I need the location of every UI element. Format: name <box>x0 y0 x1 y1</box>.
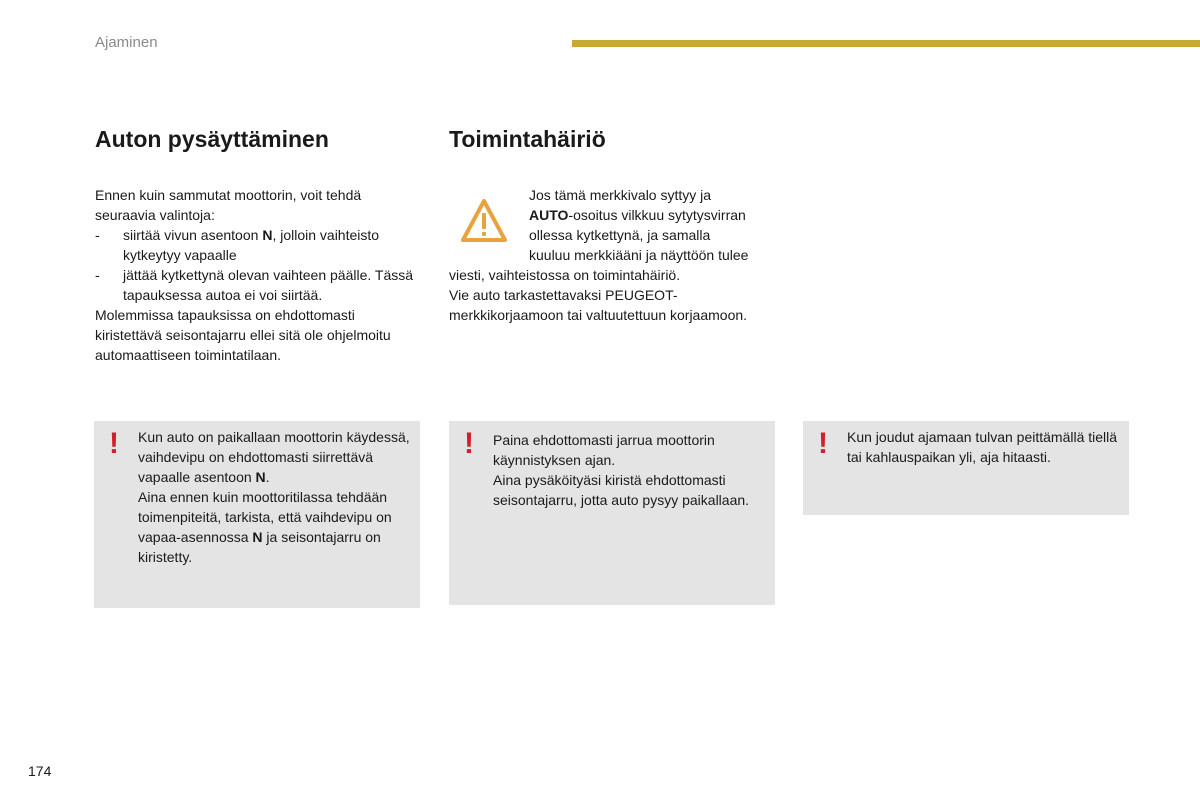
left-heading: Auton pysäyttäminen <box>95 126 329 152</box>
right-heading: Toimintahäiriö <box>449 126 606 152</box>
note-box-3 <box>803 421 1129 515</box>
right-advice: Vie auto tarkastettavaksi PEUGEOT-merkkikorjaamoon tai valtuutettuun korjaamoon. <box>449 287 748 323</box>
list-item <box>95 225 415 265</box>
note-paragraph <box>138 487 410 567</box>
list-item-text: siirtää vivun asentoon <box>123 227 263 243</box>
auto-bold: AUTO <box>529 207 569 223</box>
note-paragraph: Paina ehdottomasti jarrua moottorin käynnistyksen ajan. <box>493 432 715 468</box>
gear-n-bold: N <box>255 469 266 485</box>
left-outro: Molemmissa tapauksissa on ehdottomasti kiristettävä seisontajarru ellei sitä ole ohjelmoitu automaattiseen toimintatilaan. <box>95 307 391 363</box>
note-text: ja seisontajarru on kiristetty. <box>138 529 381 565</box>
warning-line: viesti, vaihteistossa on toimintahäiriö. <box>449 267 681 283</box>
note-paragraph: Aina pysäköityäsi kiristä ehdottomasti seisontajarru, jotta auto pysyy paikallaan. <box>493 472 750 508</box>
section-label: Ajaminen <box>95 34 158 51</box>
list-item <box>95 265 415 305</box>
left-body <box>95 185 415 365</box>
note-paragraph <box>138 427 410 487</box>
note-text: . <box>265 469 270 485</box>
list-dash: - <box>95 227 100 243</box>
page-number: 174 <box>28 763 52 779</box>
note-box-2 <box>449 421 775 605</box>
note-text-2 <box>493 430 765 510</box>
note-text: Aina ennen kuin moottoritilassa tehdään toimenpiteitä, tarkista, että vaihdevipu on vapaa-asennossa <box>138 489 392 545</box>
warning-line: Jos tämä merkkivalo syttyy ja <box>529 187 712 203</box>
right-body <box>449 185 779 325</box>
note-text-3 <box>847 427 1119 467</box>
warning-line <box>449 205 779 225</box>
exclamation-icon: ! <box>464 427 474 460</box>
warning-line: kuuluu merkkiääni ja näyttöön tulee <box>529 247 749 263</box>
list-dash: - <box>95 267 100 283</box>
note-box-1 <box>94 421 420 608</box>
note-text: Kun auto on paikallaan moottorin käydessä, vaihdevipu on ehdottomasti siirrettävä vapaalle asentoon <box>138 429 410 485</box>
header-accent-bar <box>572 40 1200 47</box>
warning-line-text: -osoitus vilkkuu sytytysvirran <box>568 207 746 223</box>
list-item-text: , jolloin vaihteisto kytkeytyy vapaalle <box>123 227 380 263</box>
note-paragraph: Kun joudut ajamaan tulvan peittämällä tiellä tai kahlauspaikan yli, aja hitaasti. <box>847 429 1118 465</box>
note-text-1 <box>138 427 410 567</box>
exclamation-icon: ! <box>818 427 828 460</box>
gear-n-bold: N <box>252 529 263 545</box>
warning-line: ollessa kytkettynä, ja samalla <box>529 227 711 243</box>
left-intro: Ennen kuin sammutat moottorin, voit tehdä seuraavia valintoja: <box>95 187 362 223</box>
list-item-text: jättää kytkettynä olevan vaihteen päälle. Tässä tapauksessa autoa ei voi siirtää. <box>123 267 414 303</box>
gear-n-bold: N <box>262 227 273 243</box>
exclamation-icon: ! <box>109 427 119 460</box>
